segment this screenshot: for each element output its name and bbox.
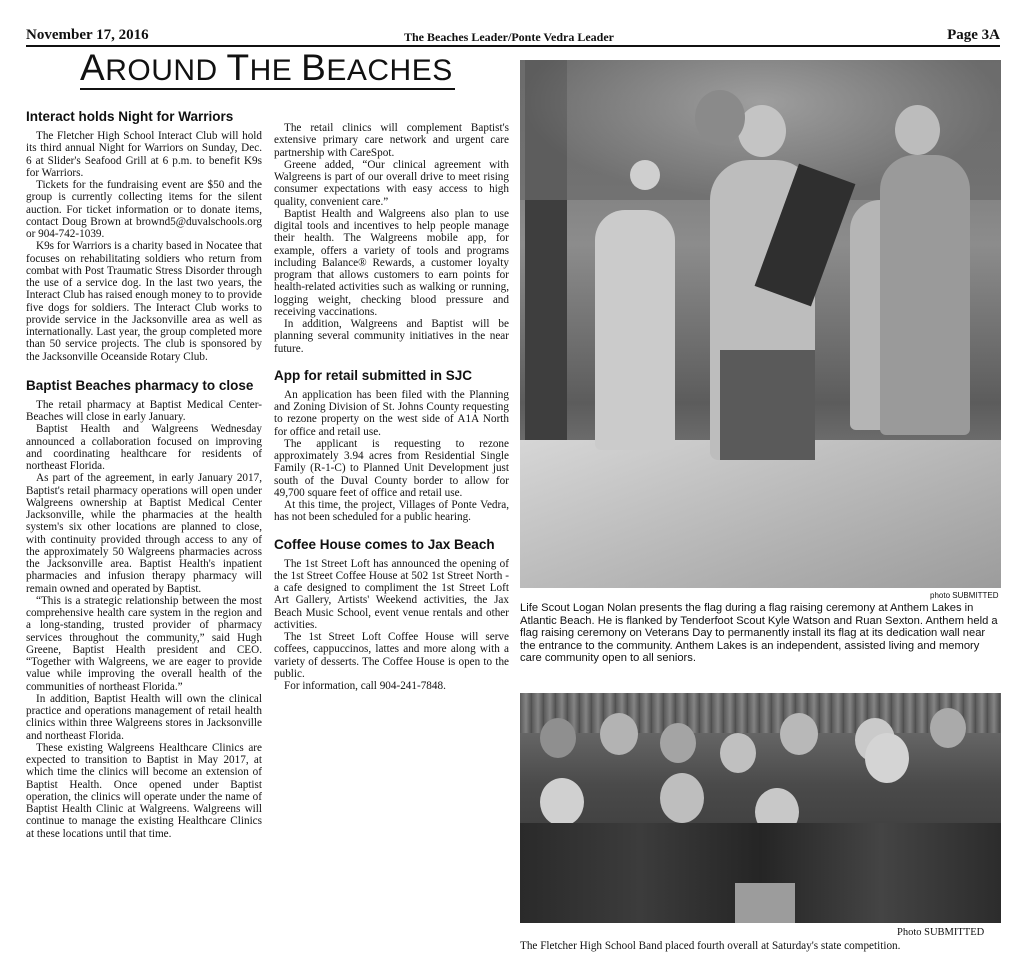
issue-date: November 17, 2016 [26, 27, 149, 43]
section-title: AROUND THE BEACHES [80, 50, 455, 90]
paragraph: “This is a strategic relationship between the most comprehensive health care system in the region and a long-standing, trusted provider of pharmacy services throughout the community,” said Hugh Greene, Baptist Health president and CEO. “Together with Walgreens, we are eager to provide value while improving the overall health of the communities of northeast Florida.” [26, 594, 262, 693]
paragraph: As part of the agreement, in early January 2017, Baptist's retail pharmacy operations will open under Walgreens ownership at Baptist Medical Center Jacksonville, while the pharmacies at the health system's six other locations are planned to close, with continuity provided through access to any of the approximately 50 Walgreens pharmacies across the Jacksonville area. Baptist Health's inpatient pharmacies and infusion therapy pharmacy will remain owned and operated by Baptist. [26, 472, 262, 595]
paragraph: Baptist Health and Walgreens also plan to use digital tools and incentives to help people manage their health. The Walgreens mobile app, for example, offers a variety of tools and programs including Balance® Rewards, a customer loyalty program that allows customers to earn points for health-related activities such as walking or running, logging weight, checking blood pressure and receiving vaccinations. [274, 207, 509, 318]
newspaper-name: The Beaches Leader/Ponte Vedra Leader [404, 30, 614, 44]
paragraph: These existing Walgreens Healthcare Clinics are expected to transition to Baptist in May 2017, at which time the clinics will become an extension of Baptist Health. Once opened under Baptist operation, the clinics will operate under the name of Baptist Health Clinic at Walgreens. Walgreens will continue to manage the existing Healthcare Clinics at these locations until that time. [26, 741, 262, 840]
article-headline-coffee: Coffee House comes to Jax Beach [274, 536, 495, 552]
photo-caption: Life Scout Logan Nolan presents the flag during a flag raising ceremony at Anthem Lakes in Atlantic Beach. He is flanked by Tenderfoot Scout Kyle Watson and Ruan Sexton. Anthem held a flag raising ceremony on Veterans Day to permanently install its flag at its dedication wall near the entrance to the community. Anthem Lakes is an independent, assisted living and memory care community open to all seniors. [520, 602, 998, 665]
paragraph: Baptist Health and Walgreens Wednesday announced a collaboration focused on improving and coordinating healthcare for residents of northeast Florida. [26, 423, 262, 472]
paragraph: The 1st Street Loft Coffee House will serve coffees, cappuccinos, lattes and more along with a variety of desserts. The Coffee House is open to the public. [274, 631, 509, 680]
column-1 [26, 109, 262, 840]
paragraph: At this time, the project, Villages of Ponte Vedra, has not been scheduled for a public hearing. [274, 499, 509, 524]
paragraph: In addition, Baptist Health will own the clinical practice and operations management of retail health clinics within three Walgreens stores in Jacksonville and northeast Florida. [26, 692, 262, 742]
paragraph: The 1st Street Loft has announced the opening of the 1st Street Coffee House at 502 1st Street North - a cafe designed to compliment the 1st Street Loft Art Gallery, Artists' Weekend activities, the Jax Beach Music School, event venue rentals and other activities. [274, 557, 509, 631]
paragraph: In addition, Walgreens and Baptist will be planning several community initiatives in the near future. [274, 318, 509, 355]
band-photo [520, 693, 1001, 923]
paragraph: The Fletcher High School Interact Club will hold its third annual Night for Warriors on Sunday, Dec. 6 at Slider's Seafood Grill at 6 p.m. to benefit K9s for Warriors. [26, 130, 262, 179]
photo-credit: photo SUBMITTED [930, 591, 999, 600]
scouts-flag-photo [520, 60, 1001, 588]
column-2 [274, 122, 509, 692]
article-headline-interact: Interact holds Night for Warriors [26, 109, 234, 124]
paragraph: An application has been filed with the Planning and Zoning Division of St. Johns County requesting to rezone property on the west side of A1A North for office and retail use. [274, 388, 509, 438]
page-number: Page 3A [947, 27, 1000, 43]
photo-credit: Photo SUBMITTED [897, 927, 985, 938]
paragraph: For information, call 904-241-7848. [284, 680, 446, 692]
paragraph: The applicant is requesting to rezone approximately 3.94 acres from Residential Single Family (R-1-C) to Planned Unit Development just south of the Duval County border to allow for 49,700 square feet of office and retail use. [274, 437, 509, 499]
article-headline-sjc: App for retail submitted in SJC [274, 367, 473, 383]
paragraph: The retail pharmacy at Baptist Medical Center-Beaches will close in early January. [26, 398, 262, 423]
photo-caption: The Fletcher High School Band placed fourth overall at Saturday's state competition. [520, 940, 901, 952]
paragraph: The retail clinics will complement Baptist's extensive primary care network and urgent care partnership with CareSpot. [274, 122, 509, 159]
page-header [26, 27, 1000, 47]
article-headline-pharmacy: Baptist Beaches pharmacy to close [26, 377, 254, 393]
paragraph: K9s for Warriors is a charity based in Nocatee that focuses on rehabilitating soldiers who return from combat with Post Traumatic Stress Disorder through the use of a service dog. In the last two years, the Interact Club has raised enough money to to provide five dogs for soldiers. The Interact Club works to provide service in the Jacksonville area as well as internationally. Last year, the group completed more than 50 service projects. The club is sponsored by the Jacksonville Oceanside Rotary Club. [26, 240, 262, 363]
paragraph: Greene added, “Our clinical agreement with Walgreens is part of our overall drive to meet rising consumer expectations with easy access to high quality, convenient care.” [274, 158, 509, 208]
paragraph: Tickets for the fundraising event are $50 and the group is currently collecting items for the silent auction. For ticket information or to donate items, contact Doug Brown at brownd5@duvalschools.org or 904-742-1039. [26, 179, 262, 240]
